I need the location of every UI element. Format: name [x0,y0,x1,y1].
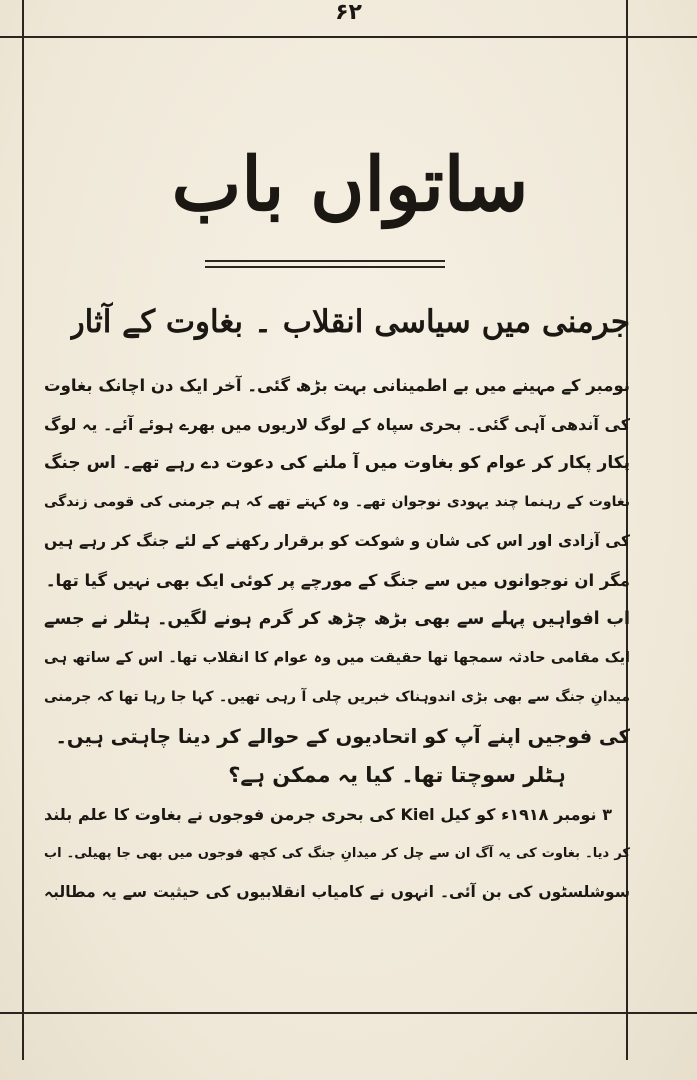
text-line: ایک مقامی حادثہ سمجھا تھا حقیقت میں وہ عوام کا انقلاب تھا۔ اس کے ساتھ ہی [44,650,630,666]
title-underline [205,260,445,262]
text-line: ۳ نومبر ۱۹۱۸ء کو کیل Kiel کی بحری جرمن فوجوں نے بغاوت کا علم بلند [44,805,612,824]
text-line: مگر ان نوجوانوں میں سے جنگ کے مورچے پر کوئی ایک بھی نہیں گیا تھا۔ [45,571,630,590]
text-line: ہٹلر سوچتا تھا۔ کیا یہ ممکن ہے؟ [228,763,566,787]
bottom-border [0,1012,697,1014]
page-number: ۶۲ [335,0,362,25]
chapter-title: ساتواں باب [171,142,529,228]
chapter-subtitle: جرمنی میں سیاسی انقلاب ۔ بغاوت کے آثار [70,304,630,340]
top-border [0,36,697,38]
text-line: بغاوت کے رہنما چند یہودی نوجوان تھے۔ وہ کہتے تھے کہ ہم جرمنی کی قومی زندگی [44,494,630,510]
title-underline-lower [205,266,445,268]
text-line: اب افواہیں پہلے سے بھی بڑھ چڑھ کر گرم ہونے لگیں۔ ہٹلر نے جسے [44,609,630,629]
text-line: میدانِ جنگ سے بھی بڑی اندوہناک خبریں چلی آ رہی تھیں۔ کہا جا رہا تھا کہ جرمنی [44,689,630,705]
body-text [44,366,630,986]
left-border [22,0,24,1060]
text-line: سوشلسٹوں کی بن آئی۔ انہوں نے کامیاب انقلابیوں کی حیثیت سے یہ مطالبہ [44,883,630,901]
text-line: کی آزادی اور اس کی شان و شوکت کو برقرار رکھنے کے لئے جنگ کر رہے ہیں [44,532,630,550]
text-line: کی آندھی آہی گئی۔ بحری سپاہ کے لوگ لاریوں میں بھرے ہوئے آئے۔ یہ لوگ [44,415,630,434]
text-line: نومبر کے مہینے میں بے اطمینانی بہت بڑھ گئی۔ آخر ایک دن اچانک بغاوت [44,376,630,395]
text-line: پکار پکار کر عوام کو بغاوت میں آ ملنے کی دعوت دے رہے تھے۔ اس جنگ [44,453,630,473]
text-line: کر دیا۔ بغاوت کی یہ آگ ان سے چل کر میدانِ جنگ کی کچھ فوجوں میں بھی جا پھیلی۔ اب [44,846,630,861]
text-line: کی فوجیں اپنے آپ کو اتحادیوں کے حوالے کر دینا چاہتی ہیں۔ [55,725,630,748]
